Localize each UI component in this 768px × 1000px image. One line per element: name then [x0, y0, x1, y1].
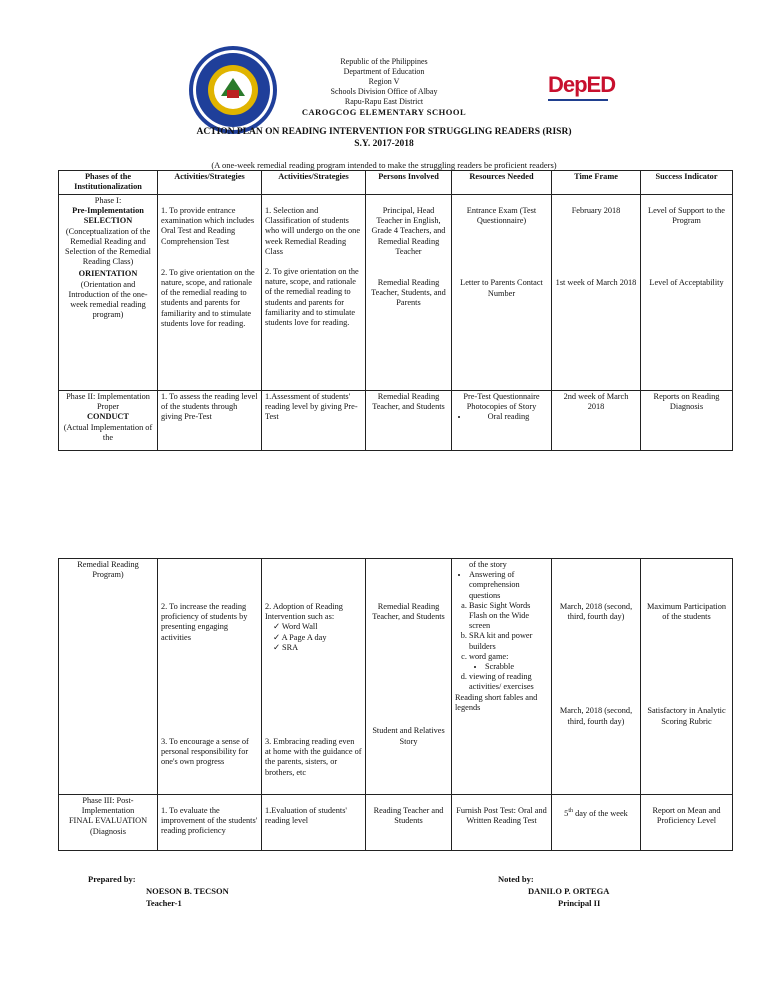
persons-cell: Reading Teacher and Students: [366, 795, 452, 851]
resources-cell: Furnish Post Test: Oral and Written Reading Test: [452, 795, 552, 851]
table-row: [59, 391, 733, 451]
action-plan-table-page2: [58, 558, 733, 851]
col-header: Time Frame: [552, 171, 641, 195]
noted-by-title: Principal II: [558, 898, 601, 908]
deped-logo-text: DepED: [548, 72, 616, 97]
table-row: [59, 795, 733, 851]
resources-cell: of the story • Answering of comprehension questions a. Basic Sight Words Flash on the Wide screen b. SRA kit and power builders c. word game: • Scrabble d. viewing of reading activities/ exercises Reading short fables and legends: [452, 559, 552, 795]
resources-cell: Entrance Exam (Test Questionnaire) Letter to Parents Contact Number: [452, 195, 552, 391]
header-line: Region V: [368, 77, 400, 86]
objective-cell: 2. To increase the reading proficiency of students by presenting engaging activities 3. To encourage a sense of personal responsibility for one's own progress: [158, 559, 262, 795]
indicator-cell: Maximum Participation of the students Satisfactory in Analytic Scoring Rubric: [641, 559, 733, 795]
header-line: Department of Education: [343, 67, 425, 76]
school-name: CAROGCOG ELEMENTARY SCHOOL: [301, 107, 467, 117]
time-cell: February 2018 1st week of March 2018: [552, 195, 641, 391]
prepared-by-label: Prepared by:: [88, 874, 136, 884]
time-cell: 5th day of the week: [552, 795, 641, 851]
activity-cell: 1. Selection and Classification of students who will undergo on the one week Remedial Reading Class 2. To give orientation on the nature, scope, and rationale of the remedial reading to students and parents for familiarity and to stimulate students love for reading.: [262, 195, 366, 391]
table-row: [59, 195, 733, 391]
activity-cell: 2. Adoption of Reading Intervention such as: ✓ Word Wall ✓ A Page A day ✓ SRA 3. Embracing reading even at home with the guidance of the parents, sisters, or brothers, etc: [262, 559, 366, 795]
col-header: Success Indicator: [641, 171, 733, 195]
phase-cell: Phase III: Post-Implementation FINAL EVALUATION (Diagnosis: [59, 795, 158, 851]
header-line: Rapu-Rapu East District: [344, 97, 424, 106]
document-subtitle: (A one-week remedial reading program intended to make the struggling readers be proficient readers): [211, 160, 557, 170]
phase-cell: Phase I: Pre-Implementation SELECTION (Conceptualization of the Remedial Reading and Selection of the Remedial Reading Class) ORIENTATION (Orientation and Introduction of the one-week remedial reading program): [59, 195, 158, 391]
objective-cell: 1. To assess the reading level of the students through giving Pre-Test: [158, 391, 262, 451]
noted-by-name: DANILO P. ORTEGA: [528, 886, 610, 896]
objective-cell: 1. To provide entrance examination which includes Oral Test and Reading Comprehension Test 2. To give orientation on the nature, scope, and rationale of the remedial reading to students and parents for familiarity and to stimulate students love for reading.: [158, 195, 262, 391]
persons-cell: Principal, Head Teacher in English, Grade 4 Teachers, and Remedial Reading Teacher Remedial Reading Teacher, Students, and Parents: [366, 195, 452, 391]
activity-cell: 1.Evaluation of students' reading level: [262, 795, 366, 851]
phase-cell: Phase II: Implementation Proper CONDUCT (Actual Implementation of the: [59, 391, 158, 451]
action-plan-table-page1: [58, 170, 733, 451]
indicator-cell: Reports on Reading Diagnosis: [641, 391, 733, 451]
time-cell: March, 2018 (second, third, fourth day) March, 2018 (second, third, fourth day): [552, 559, 641, 795]
activity-cell: 1.Assessment of students' reading level by giving Pre-Test: [262, 391, 366, 451]
col-header: Activities/Strategies: [158, 171, 262, 195]
prepared-by-name: NOESON B. TECSON: [146, 886, 229, 896]
document-title: ACTION PLAN ON READING INTERVENTION FOR STRUGGLING READERS (RISR): [196, 127, 572, 137]
persons-cell: Remedial Reading Teacher, and Students Student and Relatives Story: [366, 559, 452, 795]
col-header: Resources Needed: [452, 171, 552, 195]
time-cell: 2nd week of March 2018: [552, 391, 641, 451]
col-header: Persons Involved: [366, 171, 452, 195]
table-row: [59, 559, 733, 795]
header-line: Schools Division Office of Albay: [330, 87, 438, 96]
indicator-cell: Report on Mean and Proficiency Level: [641, 795, 733, 851]
indicator-cell: Level of Support to the Program Level of Acceptability: [641, 195, 733, 391]
persons-cell: Remedial Reading Teacher, and Students: [366, 391, 452, 451]
prepared-by-title: Teacher-1: [146, 898, 182, 908]
objective-cell: 1. To evaluate the improvement of the students' reading proficiency: [158, 795, 262, 851]
col-header: Phases of the Institutionalization: [59, 171, 158, 195]
school-year: S.Y. 2017-2018: [354, 139, 414, 149]
header-line: Republic of the Philippines: [340, 57, 428, 66]
phase-cell: Remedial Reading Program): [59, 559, 158, 795]
resources-cell: Pre-Test Questionnaire Photocopies of Story • Oral reading: [452, 391, 552, 451]
noted-by-label: Noted by:: [498, 874, 534, 884]
col-header: Activities/Strategies: [262, 171, 366, 195]
